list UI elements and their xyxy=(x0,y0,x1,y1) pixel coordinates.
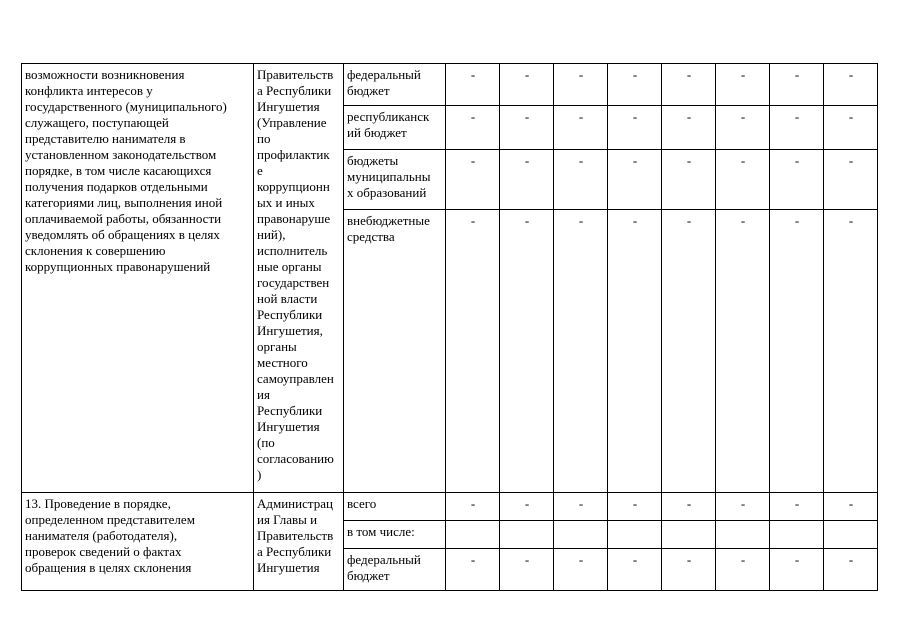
funding-value: - xyxy=(770,106,824,150)
funding-value xyxy=(662,521,716,549)
funding-source: федеральный бюджет xyxy=(344,64,446,106)
funding-value: - xyxy=(446,150,500,210)
responsible-executor: Администрац ия Главы и Правительств а Республики Ингушетия xyxy=(254,493,344,591)
funding-value: - xyxy=(716,210,770,493)
funding-value: - xyxy=(554,64,608,106)
funding-value: - xyxy=(608,106,662,150)
funding-value: - xyxy=(824,493,878,521)
funding-value: - xyxy=(716,64,770,106)
funding-value: - xyxy=(770,549,824,591)
funding-value: - xyxy=(770,493,824,521)
funding-value: - xyxy=(770,150,824,210)
funding-value: - xyxy=(662,64,716,106)
responsible-executor: Правительств а Республики Ингушетия (Управление по профилактик е коррупционн ых и иных правонаруше ний), исполнитель ные органы государствен ной власти Республики Ингушетия, органы местного самоуправлен ия Республики Ингушетия (по согласованию ) xyxy=(254,64,344,493)
funding-value xyxy=(554,521,608,549)
funding-value xyxy=(770,521,824,549)
funding-value: - xyxy=(446,549,500,591)
funding-value: - xyxy=(662,106,716,150)
table-row xyxy=(22,64,878,106)
funding-value: - xyxy=(716,493,770,521)
funding-value: - xyxy=(662,549,716,591)
funding-value: - xyxy=(716,106,770,150)
funding-value: - xyxy=(500,106,554,150)
funding-value: - xyxy=(554,106,608,150)
funding-value: - xyxy=(500,493,554,521)
funding-value: - xyxy=(500,549,554,591)
funding-value: - xyxy=(446,493,500,521)
funding-value: - xyxy=(554,493,608,521)
table-row xyxy=(22,493,878,521)
funding-source: всего xyxy=(344,493,446,521)
funding-value: - xyxy=(608,150,662,210)
funding-value: - xyxy=(716,549,770,591)
funding-value xyxy=(608,521,662,549)
funding-value: - xyxy=(716,150,770,210)
funding-value xyxy=(446,521,500,549)
funding-value: - xyxy=(500,150,554,210)
funding-value: - xyxy=(824,150,878,210)
funding-value: - xyxy=(662,493,716,521)
funding-source: внебюджетные средства xyxy=(344,210,446,493)
funding-value xyxy=(500,521,554,549)
funding-value: - xyxy=(446,106,500,150)
funding-value: - xyxy=(500,210,554,493)
funding-source: бюджеты муниципальны х образований xyxy=(344,150,446,210)
funding-value: - xyxy=(608,210,662,493)
funding-value: - xyxy=(500,64,554,106)
funding-value: - xyxy=(662,150,716,210)
funding-value: - xyxy=(608,549,662,591)
funding-value: - xyxy=(446,64,500,106)
funding-value: - xyxy=(824,106,878,150)
funding-value: - xyxy=(770,210,824,493)
funding-value: - xyxy=(662,210,716,493)
measures-table xyxy=(21,63,878,591)
funding-value: - xyxy=(770,64,824,106)
funding-value: - xyxy=(608,64,662,106)
funding-value: - xyxy=(824,210,878,493)
funding-value xyxy=(824,521,878,549)
funding-value: - xyxy=(824,549,878,591)
measure-description: возможности возникновения конфликта интересов у государственного (муниципального) служащего, поступающей представителю нанимателя в установленном законодательством порядке, в том числе касающихся получения подарков отдельными категориями лиц, выполнения иной оплачиваемой работы, обязанности уведомлять об обращениях в целях склонения к совершению коррупционных правонарушений xyxy=(22,64,254,493)
funding-value: - xyxy=(554,549,608,591)
funding-value xyxy=(716,521,770,549)
funding-source: федеральный бюджет xyxy=(344,549,446,591)
funding-value: - xyxy=(554,150,608,210)
funding-value: - xyxy=(446,210,500,493)
measure-description: 13. Проведение в порядке, определенном представителем нанимателя (работодателя), проверок сведений о фактах обращения в целях склонения xyxy=(22,493,254,591)
funding-source: в том числе: xyxy=(344,521,446,549)
funding-source: республиканск ий бюджет xyxy=(344,106,446,150)
funding-value: - xyxy=(554,210,608,493)
funding-value: - xyxy=(608,493,662,521)
funding-value: - xyxy=(824,64,878,106)
